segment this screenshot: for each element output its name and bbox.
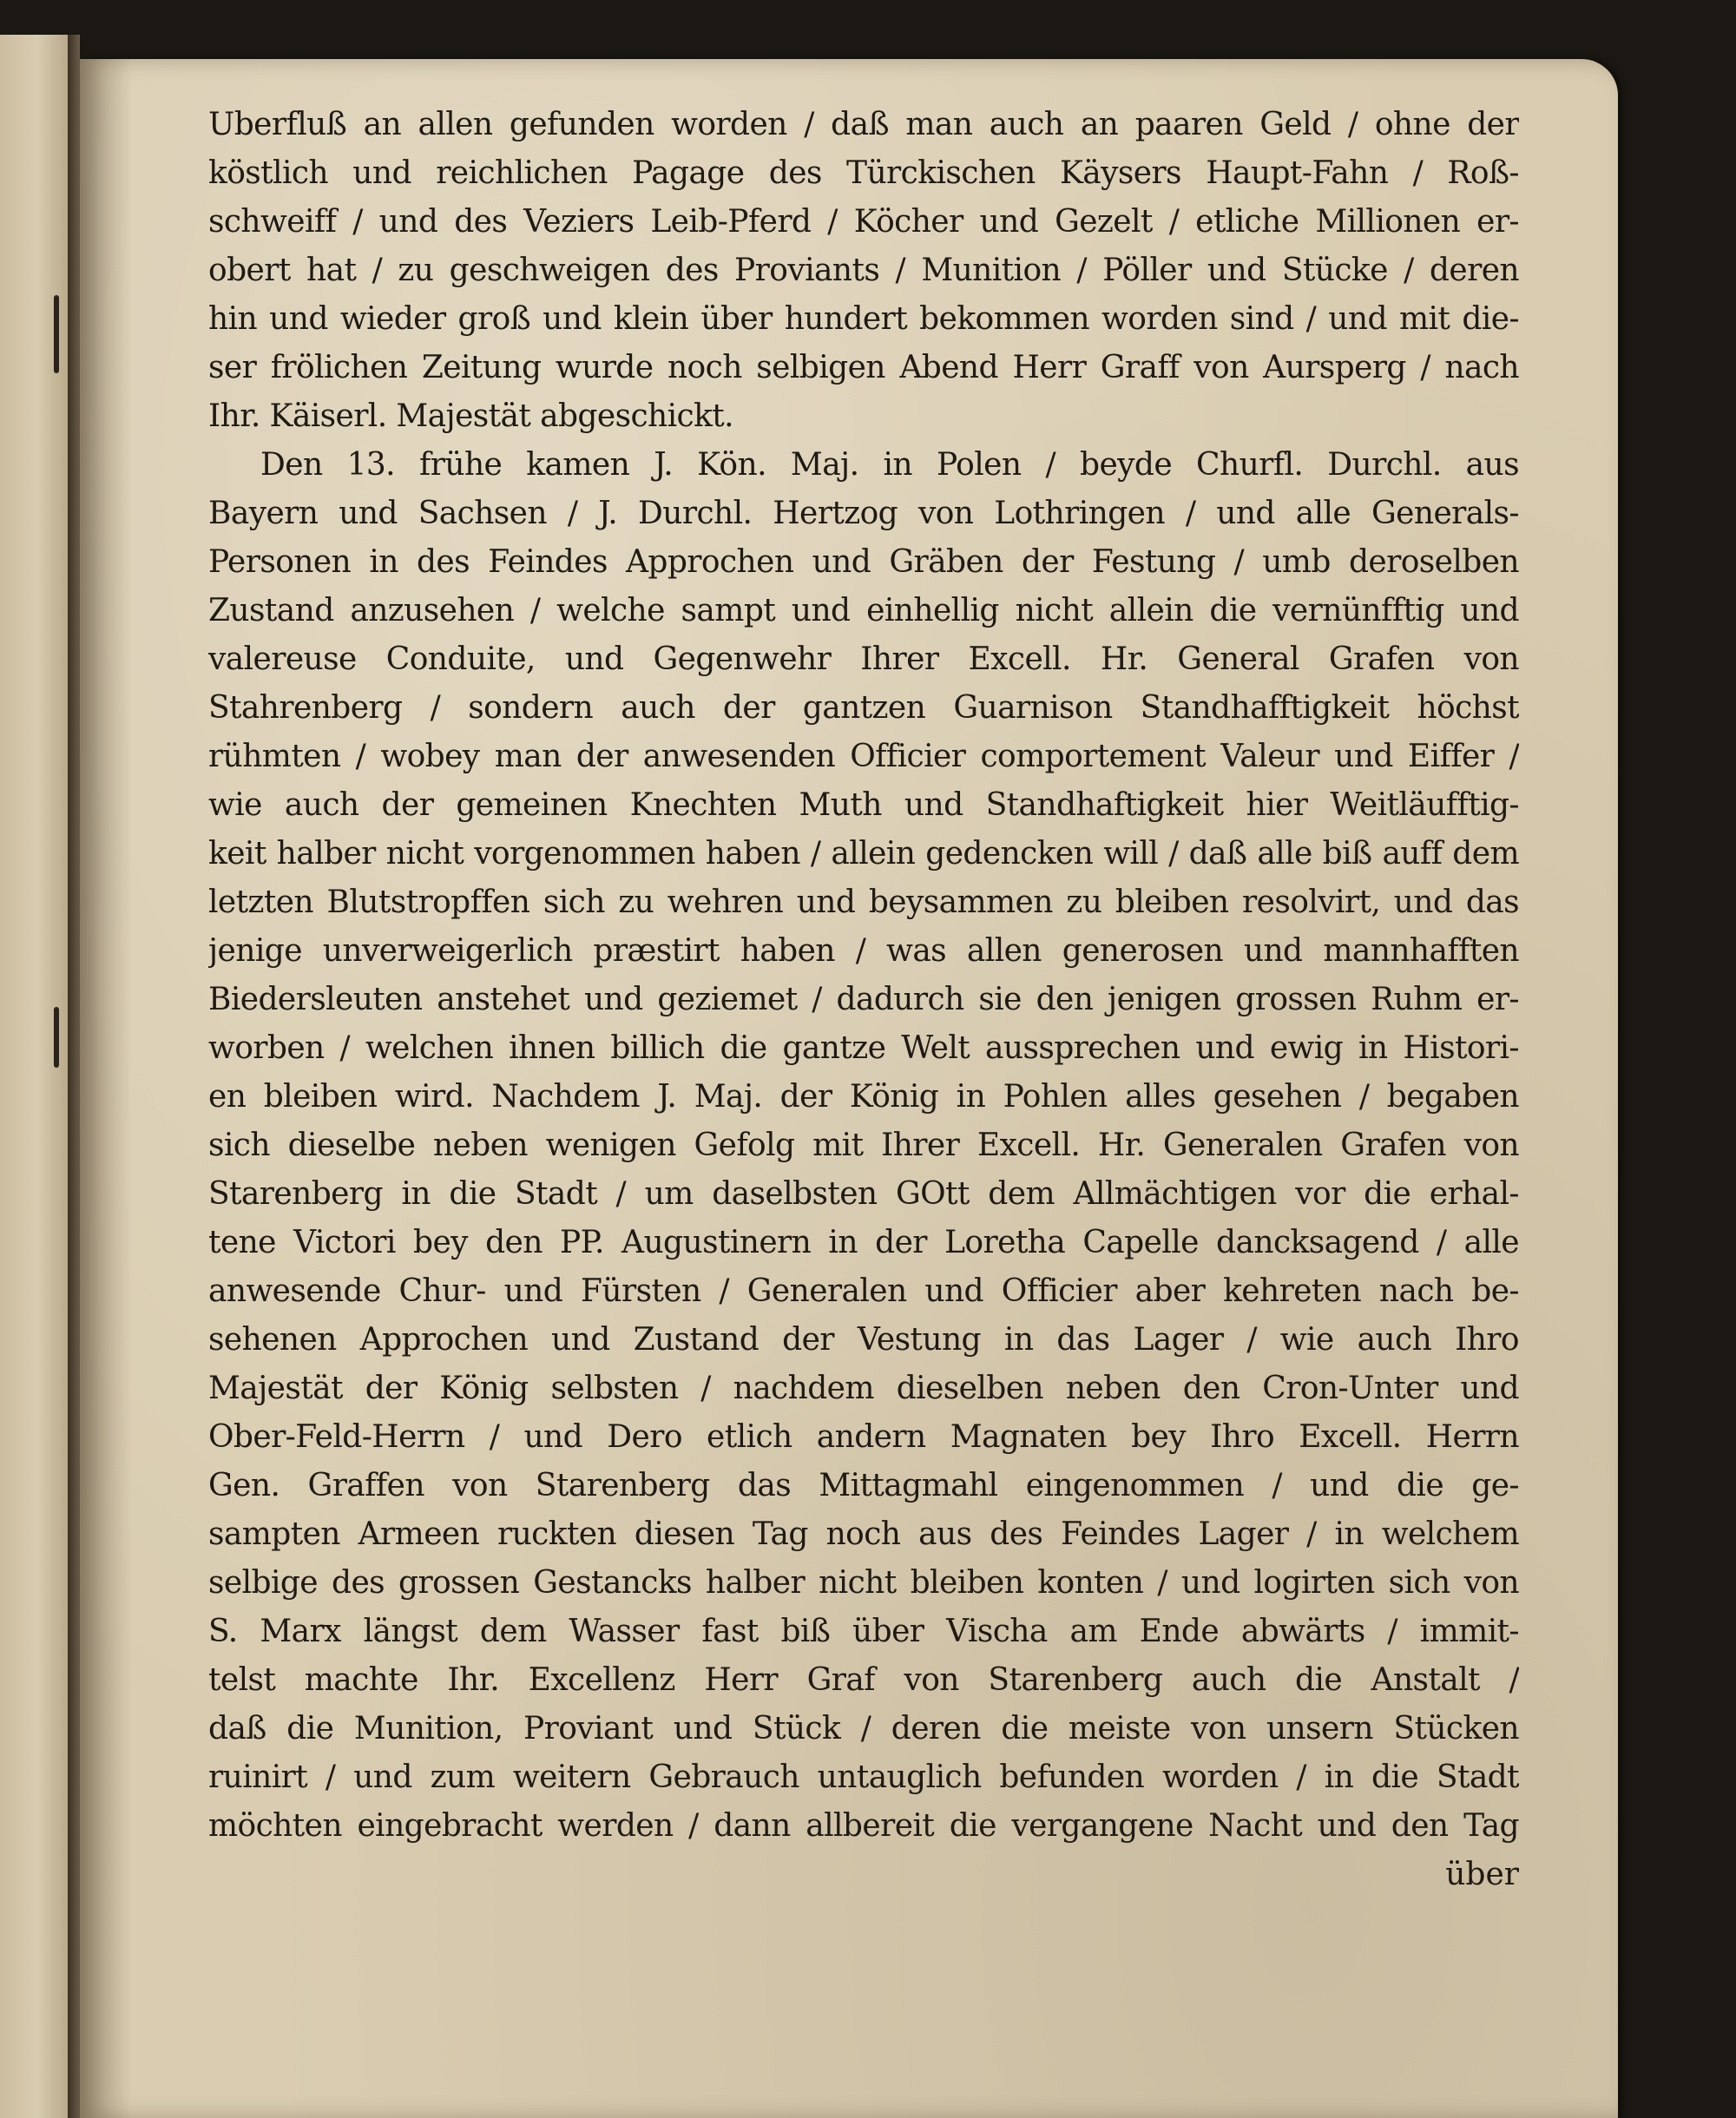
text-line: Biedersleuten anstehet und geziemet / dadurch sie den jenigen grossen Ruhm er- [208, 982, 1519, 1017]
text-line: Zustand anzusehen / welche sampt und einhellig nicht allein die vernünfftig und [208, 593, 1519, 628]
text-line: keit halber nicht vorgenommen haben / allein gedencken will / daß alle biß auff dem [208, 836, 1519, 872]
text-line: ser frölichen Zeitung wurde noch selbigen Abend Herr Graff von Aursperg / nach [208, 350, 1519, 385]
book-gutter [68, 35, 80, 2118]
text-line: telst machte Ihr. Excellenz Herr Graf von Starenberg auch die Anstalt / [208, 1662, 1519, 1698]
text-line: Ihr. Käiserl. Majestät abgeschickt. [208, 398, 733, 434]
text-line: obert hat / zu geschweigen des Proviants / Munition / Pöller und Stücke / deren [208, 253, 1519, 288]
text-line: Starenberg in die Stadt / um daselbsten GOtt dem Allmächtigen vor die erhal- [208, 1176, 1519, 1212]
text-line: letzten Blutstropffen sich zu wehren und beysammen zu bleiben resolvirt, und das [208, 885, 1519, 920]
catchword: über [1445, 1857, 1519, 1892]
facing-page-edge [0, 35, 68, 2118]
text-line: valereuse Conduite, und Gegenwehr Ihrer Excell. Hr. General Grafen von [208, 641, 1519, 677]
text-line: tene Victori bey den PP. Augustinern in der Loretha Capelle dancksagend / alle [208, 1225, 1519, 1260]
text-line: Personen in des Feindes Approchen und Gräben der Festung / umb deroselben [208, 544, 1519, 580]
text-line: rühmten / wobey man der anwesenden Officier comportement Valeur und Eiffer / [208, 739, 1519, 774]
text-line: sich dieselbe neben wenigen Gefolg mit Ihrer Excell. Hr. Generalen Grafen von [208, 1128, 1519, 1163]
text-line: Majestät der König selbsten / nachdem dieselben neben den Cron-Unter und [208, 1371, 1519, 1406]
facing-page-mark [54, 1007, 59, 1068]
text-line: anwesende Chur- und Fürsten / Generalen und Officier aber kehreten nach be- [208, 1273, 1519, 1309]
text-line: sampten Armeen ruckten diesen Tag noch aus des Feindes Lager / in welchem [208, 1516, 1519, 1552]
text-line: köstlich und reichlichen Pagage des Türckischen Käysers Haupt-Fahn / Roß- [208, 155, 1519, 191]
text-line: jenige unverweigerlich præstirt haben / was allen generosen und mannhafften [208, 933, 1519, 969]
text-line: Stahrenberg / sondern auch der gantzen Guarnison Standhafftigkeit höchst [208, 690, 1519, 726]
page [80, 59, 1618, 2118]
text-line: hin und wieder groß und klein über hundert bekommen worden sind / und mit die- [208, 301, 1519, 337]
body-text [208, 101, 1519, 1899]
text-line: wie auch der gemeinen Knechten Muth und Standhaftigkeit hier Weitläufftig- [208, 787, 1519, 823]
text-line: Uberfluß an allen gefunden worden / daß man auch an paaren Geld / ohne der [208, 107, 1519, 142]
text-line: Bayern und Sachsen / J. Durchl. Hertzog von Lothringen / und alle Generals- [208, 496, 1519, 531]
text-line: Ober-Feld-Herrn / und Dero etlich andern Magnaten bey Ihro Excell. Herrn [208, 1419, 1519, 1455]
text-line: worben / welchen ihnen billich die gantze Welt aussprechen und ewig in Histori- [208, 1030, 1519, 1066]
text-line: S. Marx längst dem Wasser fast biß über Vischa am Ende abwärts / immit- [208, 1614, 1519, 1649]
text-line: sehenen Approchen und Zustand der Vestung in das Lager / wie auch Ihro [208, 1322, 1519, 1358]
text-line: ruinirt / und zum weitern Gebrauch untauglich befunden worden / in die Stadt [208, 1760, 1519, 1795]
page-shadow [80, 59, 132, 2118]
text-line: selbige des grossen Gestancks halber nicht bleiben konten / und logirten sich von [208, 1565, 1519, 1601]
text-line: schweiff / und des Veziers Leib-Pferd / Köcher und Gezelt / etliche Millionen er- [208, 204, 1519, 240]
text-line: Den 13. frühe kamen J. Kön. Maj. in Polen / beyde Churfl. Durchl. aus [260, 447, 1519, 483]
text-line: möchten eingebracht werden / dann allbereit die vergangene Nacht und den Tag [208, 1808, 1519, 1844]
text-line: daß die Munition, Proviant und Stück / deren die meiste von unsern Stücken [208, 1711, 1519, 1746]
text-line: Gen. Graffen von Starenberg das Mittagmahl eingenommen / und die ge- [208, 1468, 1519, 1503]
text-line: en bleiben wird. Nachdem J. Maj. der König in Pohlen alles gesehen / begaben [208, 1079, 1519, 1115]
facing-page-mark [54, 295, 59, 373]
